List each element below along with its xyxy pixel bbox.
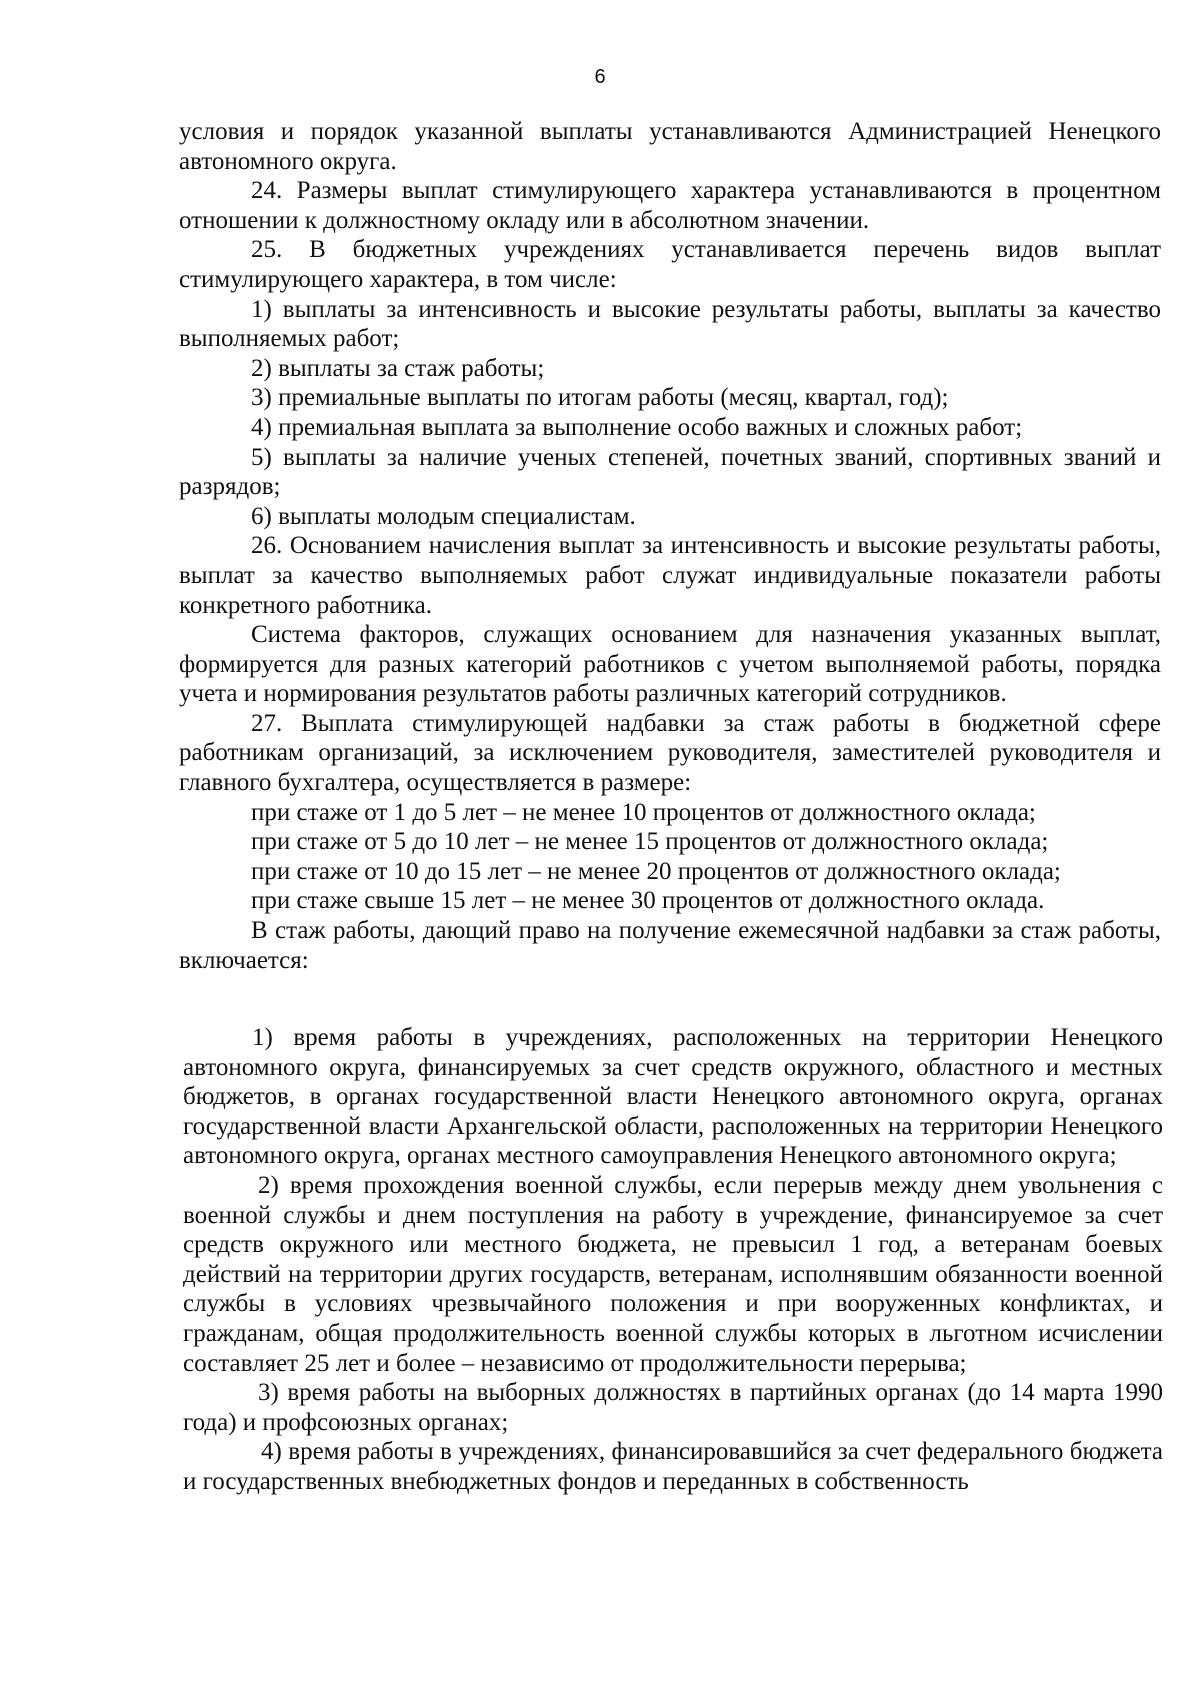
seniority-rate-1: при стаже от 1 до 5 лет – не менее 10 процентов от должностного оклада; — [251, 798, 1036, 826]
paragraph-factors: Система факторов, служащих основанием для назначения указанных выплат, формируется для разных категорий работников с учетом выполняемой работы, порядка учета и нормирования результатов работы различных категорий сотрудников. — [179, 621, 1161, 708]
included-item-2: 2) время прохождения военной службы, если перерыв между днем увольнения с военной службы и днем поступления на работу в учреждение, финансируемое за счет средств окружного или местного бюджета, не превысил 1 год, а ветеранам боевых действий на территории других государств, ветеранам, исполнявшим обязанности военной службы в условиях чрезвычайного положения и при вооруженных конфликтах, и гражданам, общая продолжительность военной службы которых в льготном исчислении составляет 25 лет и более – независимо от продолжительности перерыва; — [183, 1171, 1163, 1377]
paragraph-seniority-includes: В стаж работы, дающий право на получение ежемесячной надбавки за стаж работы, включается: — [179, 917, 1161, 974]
page-number: 6 — [594, 66, 606, 88]
text-block-upper — [179, 117, 1161, 975]
paragraph-27: 27. Выплата стимулирующей надбавки за стаж работы в бюджетной сфере работникам организаций, за исключением руководителя, заместителей руководителя и главного бухгалтера, осуществляется в размере: — [179, 709, 1161, 797]
seniority-rate-3: при стаже от 10 до 15 лет – не менее 20 процентов от должностного оклада; — [251, 857, 1061, 885]
included-item-3: 3) время работы на выборных должностях в партийных органах (до 14 марта 1990 года) и профсоюзных органах; — [183, 1379, 1163, 1436]
list-item-2: 2) выплаты за стаж работы; — [251, 354, 545, 382]
list-item-6: 6) выплаты молодым специалистам. — [251, 502, 636, 530]
included-item-1: 1) время работы в учреждениях, расположенных на территории Ненецкого автономного округа, финансируемых за счет средств окружного, областного и местных бюджетов, в органах государственной власти Ненецкого автономного округа, органах государственной власти Архангельской области, расположенных на территории Ненецкого автономного округа, органах местного самоуправления Ненецкого автономного округа; — [183, 1024, 1163, 1170]
paragraph-continuation: условия и порядок указанной выплаты устанавливаются Администрацией Ненецкого автономного округа. — [179, 118, 1161, 175]
seniority-rate-2: при стаже от 5 до 10 лет – не менее 15 процентов от должностного оклада; — [251, 828, 1049, 856]
list-item-3: 3) премиальные выплаты по итогам работы (месяц, квартал, год); — [251, 384, 949, 412]
text-block-lower — [183, 1023, 1163, 1497]
list-item-5: 5) выплаты за наличие ученых степеней, почетных званий, спортивных званий и разрядов; — [179, 443, 1161, 501]
seniority-rate-4: при стаже свыше 15 лет – не менее 30 процентов от должностного оклада. — [251, 887, 1045, 915]
list-item-4: 4) премиальная выплата за выполнение особо важных и сложных работ; — [251, 413, 1023, 441]
paragraph-26: 26. Основанием начисления выплат за интенсивность и высокие результаты работы, выплат за качество выполняемых работ служат индивидуальные показатели работы конкретного работника. — [179, 532, 1161, 619]
included-item-4: 4) время работы в учреждениях, финансировавшийся за счет федерального бюджета и государственных внебюджетных фондов и переданных в собственность — [183, 1438, 1163, 1495]
paragraph-24: 24. Размеры выплат стимулирующего характера устанавливаются в процентном отношении к должностному окладу или в абсолютном значении. — [179, 177, 1161, 234]
paragraph-25: 25. В бюджетных учреждениях устанавливается перечень видов выплат стимулирующего характера, в том числе: — [179, 236, 1161, 293]
list-item-1: 1) выплаты за интенсивность и высокие результаты работы, выплаты за качество выполняемых работ; — [179, 295, 1161, 353]
